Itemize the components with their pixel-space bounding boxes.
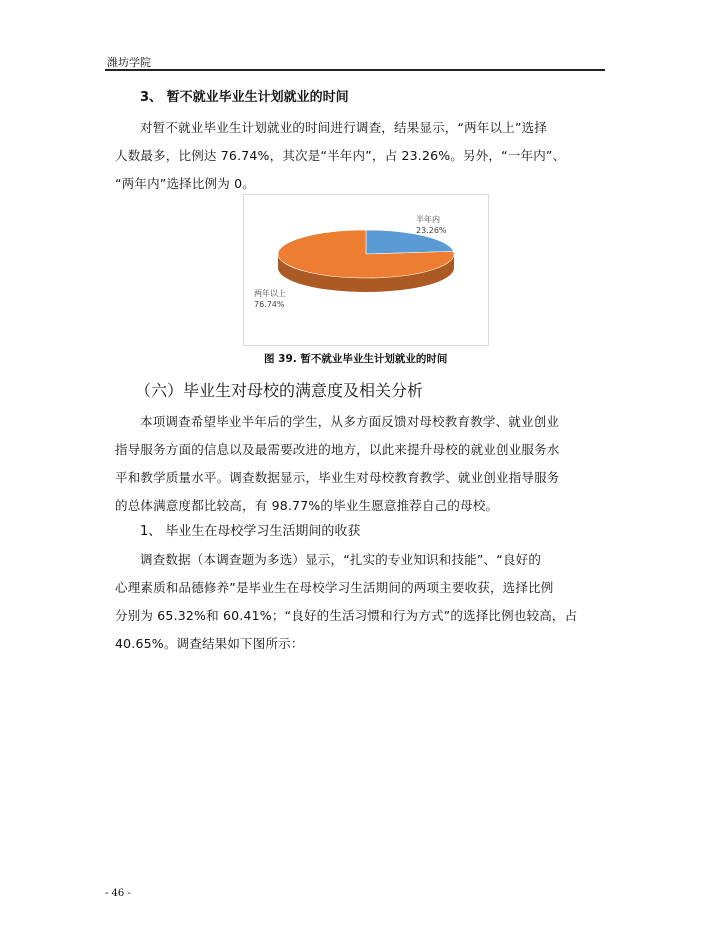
paragraph-line: 分别为 65.32%和 60.41%；“良好的生活习惯和行为方式”的选择比例也较高，占 [115, 608, 578, 623]
slice-label-value: 76.74% [254, 300, 285, 309]
paragraph-line: 对暂不就业毕业生计划就业的时间进行调查，结果显示，“两年以上”选择 [140, 120, 548, 135]
section-heading-6: （六）毕业生对母校的满意度及相关分析 [135, 381, 424, 400]
paragraph-line: 指导服务方面的信息以及最需要改进的地方，以此来提升母校的就业创业服务水 [115, 442, 560, 457]
header-org-name: 潍坊学院 [107, 56, 151, 69]
paragraph-line: 40.65%。调查结果如下图所示： [115, 636, 304, 651]
header-divider [105, 69, 605, 71]
paragraph-section3 [115, 114, 565, 198]
pie-chart [244, 195, 488, 345]
paragraph-section6 [115, 408, 560, 520]
section-heading-3: 3、 暂不就业毕业生计划就业的时间 [140, 90, 349, 105]
pie-chart-frame [243, 194, 489, 346]
slice-label-name: 两年以上 [254, 289, 286, 298]
paragraph-subsection1 [115, 546, 577, 658]
page-number: - 46 - [105, 888, 131, 899]
paragraph-line: 本项调查希望毕业半年后的学生，从多方面反馈对母校教育教学、就业创业 [140, 414, 560, 429]
subsection-heading-1: 1、 毕业生在母校学习生活期间的收获 [140, 524, 361, 539]
slice-label-name: 半年内 [416, 215, 440, 224]
paragraph-line: 心理素质和品德修养”是毕业生在母校学习生活期间的两项主要收获，选择比例 [115, 580, 554, 595]
paragraph-line: 调查数据（本调查题为多选）显示，“扎实的专业知识和技能”、“良好的 [140, 552, 542, 567]
figure-caption: 图 39. 暂不就业毕业生计划就业的时间 [264, 353, 448, 365]
paragraph-line: 的总体满意度都比较高，有 98.77%的毕业生愿意推荐自己的母校。 [115, 498, 499, 513]
paragraph-line: 人数最多，比例达 76.74%，其次是“半年内”，占 23.26%。另外，“一年内”、 [115, 148, 566, 163]
paragraph-line: 平和教学质量水平。调查数据显示，毕业生对母校教育教学、就业创业指导服务 [115, 470, 560, 485]
slice-label-value: 23.26% [416, 226, 447, 235]
paragraph-line: “两年内”选择比例为 0。 [115, 176, 255, 191]
